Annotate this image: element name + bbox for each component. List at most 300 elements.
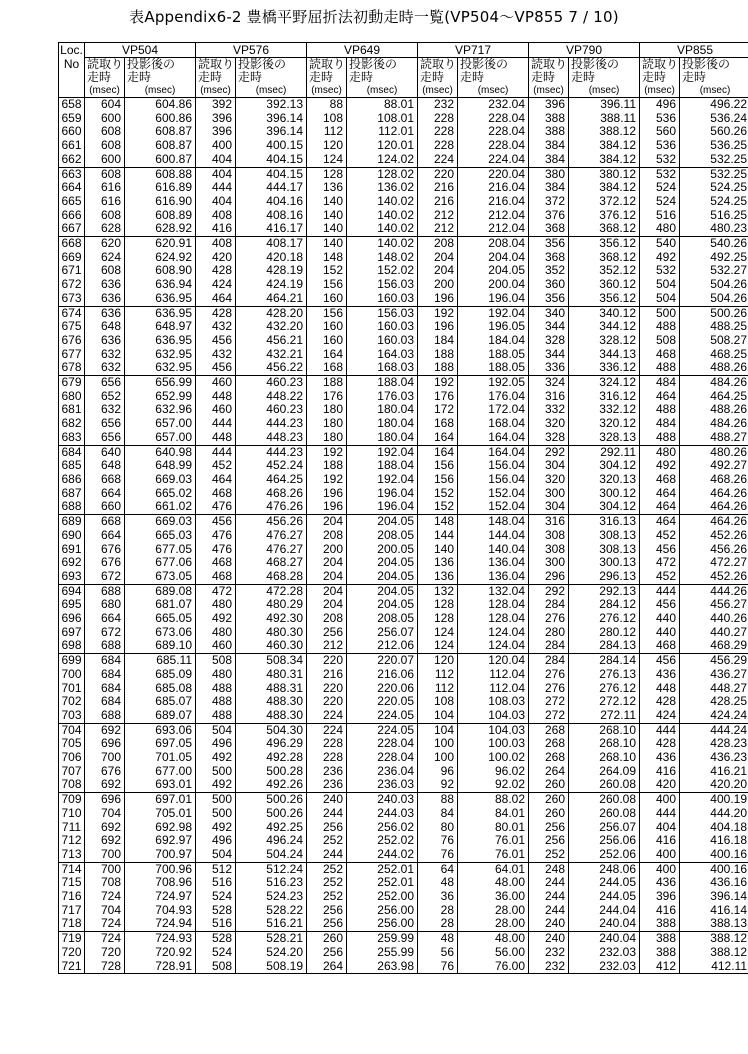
read-time-cell: 124 bbox=[307, 153, 347, 167]
read-time-cell: 624 bbox=[85, 251, 125, 265]
read-time-cell: 500 bbox=[196, 807, 236, 821]
projected-time-cell: 392.13 bbox=[236, 98, 307, 112]
projected-time-cell: 456.21 bbox=[236, 334, 307, 348]
projected-time-cell: 532.27 bbox=[680, 264, 748, 278]
table-row bbox=[59, 834, 748, 848]
loc-number: 663 bbox=[59, 167, 85, 181]
loc-number: 701 bbox=[59, 682, 85, 696]
projected-time-cell: 673.06 bbox=[125, 626, 196, 640]
projected-time-cell: 100.03 bbox=[458, 737, 529, 751]
read-time-header-line2: 走時 bbox=[196, 71, 236, 84]
read-time-cell: 444 bbox=[196, 445, 236, 459]
loc-number: 699 bbox=[59, 654, 85, 668]
read-time-cell: 456 bbox=[196, 334, 236, 348]
projected-time-cell: 400.16 bbox=[680, 862, 748, 876]
projected-time-cell: 104.03 bbox=[458, 709, 529, 723]
read-time-cell: 684 bbox=[85, 695, 125, 709]
read-time-cell: 416 bbox=[196, 222, 236, 236]
projected-time-cell: 192.04 bbox=[458, 306, 529, 320]
read-time-cell: 236 bbox=[307, 778, 347, 792]
table-row bbox=[59, 543, 748, 557]
read-time-cell: 704 bbox=[85, 807, 125, 821]
projected-time-cell: 704.93 bbox=[125, 904, 196, 918]
read-time-cell: 484 bbox=[640, 376, 680, 390]
loc-number: 702 bbox=[59, 695, 85, 709]
projected-time-cell: 208.05 bbox=[347, 529, 418, 543]
read-time-cell: 244 bbox=[529, 904, 569, 918]
read-time-cell: 244 bbox=[307, 807, 347, 821]
read-time-cell: 464 bbox=[196, 473, 236, 487]
read-time-cell: 540 bbox=[640, 237, 680, 251]
projected-time-cell: 608.87 bbox=[125, 139, 196, 153]
projected-time-cell: 657.00 bbox=[125, 431, 196, 445]
read-time-cell: 260 bbox=[529, 807, 569, 821]
table-row bbox=[59, 348, 748, 362]
projected-time-cell: 259.99 bbox=[347, 932, 418, 946]
read-time-cell: 500 bbox=[640, 306, 680, 320]
read-time-cell: 416 bbox=[640, 834, 680, 848]
read-time-cell: 724 bbox=[85, 890, 125, 904]
projected-time-cell: 28.00 bbox=[458, 904, 529, 918]
projected-time-cell: 268.10 bbox=[569, 751, 640, 765]
projected-time-cell: 88.02 bbox=[458, 793, 529, 807]
projected-time-cell: 496.29 bbox=[236, 737, 307, 751]
projected-time-cell: 600.86 bbox=[125, 112, 196, 126]
projected-time-cell: 204.05 bbox=[347, 515, 418, 529]
read-time-cell: 316 bbox=[529, 515, 569, 529]
projected-time-cell: 204.05 bbox=[347, 598, 418, 612]
table-row bbox=[59, 376, 748, 390]
read-time-cell: 204 bbox=[418, 251, 458, 265]
read-time-cell: 84 bbox=[418, 807, 458, 821]
projected-time-cell: 284.13 bbox=[569, 639, 640, 653]
projected-time-cell: 456.27 bbox=[680, 598, 748, 612]
read-time-cell: 152 bbox=[307, 264, 347, 278]
read-time-cell: 480 bbox=[640, 445, 680, 459]
read-time-cell: 128 bbox=[418, 598, 458, 612]
table-row bbox=[59, 737, 748, 751]
read-time-cell: 620 bbox=[85, 237, 125, 251]
table-row bbox=[59, 181, 748, 195]
projected-time-cell: 468.26 bbox=[680, 473, 748, 487]
projected-time-cell: 692.97 bbox=[125, 834, 196, 848]
table-row bbox=[59, 403, 748, 417]
read-time-cell: 400 bbox=[640, 793, 680, 807]
read-time-cell: 416 bbox=[640, 904, 680, 918]
projected-time-cell: 124.04 bbox=[458, 626, 529, 640]
read-time-cell: 192 bbox=[418, 306, 458, 320]
projected-time-cell: 304.12 bbox=[569, 459, 640, 473]
read-time-cell: 368 bbox=[529, 222, 569, 236]
read-time-cell: 496 bbox=[640, 98, 680, 112]
read-time-cell: 152 bbox=[418, 487, 458, 501]
read-time-cell: 268 bbox=[529, 737, 569, 751]
projected-time-cell: 452.24 bbox=[236, 459, 307, 473]
table-row bbox=[59, 222, 748, 236]
projected-time-cell: 504.26 bbox=[680, 292, 748, 306]
loc-number: 719 bbox=[59, 932, 85, 946]
loc-number: 678 bbox=[59, 361, 85, 375]
read-time-cell: 488 bbox=[640, 403, 680, 417]
projected-time-cell: 488.30 bbox=[236, 695, 307, 709]
read-time-cell: 256 bbox=[307, 946, 347, 960]
loc-number: 682 bbox=[59, 417, 85, 431]
table-row bbox=[59, 778, 748, 792]
loc-number: 669 bbox=[59, 251, 85, 265]
projected-time-cell: 652.99 bbox=[125, 390, 196, 404]
projected-time-cell: 404.15 bbox=[236, 167, 307, 181]
projected-time-cell: 636.95 bbox=[125, 334, 196, 348]
table-row bbox=[59, 793, 748, 807]
table-row bbox=[59, 639, 748, 653]
read-time-cell: 700 bbox=[85, 862, 125, 876]
projected-time-cell: 464.25 bbox=[680, 390, 748, 404]
projected-time-cell: 240.03 bbox=[347, 793, 418, 807]
projected-time-cell: 344.13 bbox=[569, 348, 640, 362]
read-time-cell: 692 bbox=[85, 778, 125, 792]
projected-time-cell: 196.04 bbox=[347, 500, 418, 514]
loc-header-blank bbox=[59, 71, 85, 84]
projected-time-cell: 352.12 bbox=[569, 264, 640, 278]
projected-time-cell: 104.03 bbox=[458, 723, 529, 737]
projected-time-cell: 404.15 bbox=[236, 153, 307, 167]
projected-time-cell: 468.26 bbox=[236, 487, 307, 501]
read-time-cell: 244 bbox=[529, 890, 569, 904]
projected-time-cell: 524.25 bbox=[680, 181, 748, 195]
read-time-cell: 296 bbox=[529, 570, 569, 584]
read-time-cell: 480 bbox=[196, 626, 236, 640]
projected-time-cell: 464.21 bbox=[236, 292, 307, 306]
read-time-cell: 368 bbox=[529, 251, 569, 265]
projected-time-cell: 416.21 bbox=[680, 765, 748, 779]
loc-number: 692 bbox=[59, 556, 85, 570]
read-time-cell: 404 bbox=[196, 153, 236, 167]
projected-time-cell: 661.02 bbox=[125, 500, 196, 514]
page-title: 表Appendix6-2 豊橋平野屈折法初動走時一覧(VP504～VP855 7 / 10) bbox=[129, 8, 619, 26]
loc-number: 721 bbox=[59, 960, 85, 974]
projected-time-cell: 292.11 bbox=[569, 445, 640, 459]
projected-time-cell: 316.12 bbox=[569, 390, 640, 404]
read-time-cell: 204 bbox=[418, 264, 458, 278]
projected-time-cell: 244.05 bbox=[569, 890, 640, 904]
read-time-cell: 412 bbox=[640, 960, 680, 974]
read-time-cell: 232 bbox=[418, 98, 458, 112]
read-time-cell: 400 bbox=[640, 848, 680, 862]
projected-time-cell: 80.01 bbox=[458, 821, 529, 835]
projected-time-cell: 608.90 bbox=[125, 264, 196, 278]
projected-time-cell: 428.19 bbox=[236, 264, 307, 278]
loc-number: 698 bbox=[59, 639, 85, 653]
projected-time-cell: 196.05 bbox=[458, 320, 529, 334]
projected-time-cell: 657.00 bbox=[125, 417, 196, 431]
projected-time-cell: 136.04 bbox=[458, 556, 529, 570]
read-time-cell: 504 bbox=[196, 723, 236, 737]
read-time-header-line2: 走時 bbox=[640, 71, 680, 84]
read-time-cell: 216 bbox=[418, 195, 458, 209]
projected-time-cell: 356.12 bbox=[569, 292, 640, 306]
read-time-cell: 304 bbox=[529, 459, 569, 473]
loc-number: 664 bbox=[59, 181, 85, 195]
read-time-cell: 616 bbox=[85, 181, 125, 195]
projected-time-cell: 300.12 bbox=[569, 487, 640, 501]
projected-time-header: 投影後の bbox=[347, 58, 418, 72]
projected-time-cell: 300.13 bbox=[569, 556, 640, 570]
projected-time-header: 投影後の bbox=[569, 58, 640, 72]
projected-time-cell: 240.04 bbox=[569, 917, 640, 931]
read-time-cell: 504 bbox=[640, 292, 680, 306]
read-time-cell: 512 bbox=[196, 862, 236, 876]
read-time-cell: 320 bbox=[529, 417, 569, 431]
read-time-cell: 308 bbox=[529, 529, 569, 543]
projected-time-cell: 256.07 bbox=[569, 821, 640, 835]
projected-time-cell: 156.03 bbox=[347, 306, 418, 320]
read-time-cell: 264 bbox=[307, 960, 347, 974]
projected-time-cell: 532.25 bbox=[680, 167, 748, 181]
read-time-cell: 528 bbox=[196, 904, 236, 918]
read-time-cell: 88 bbox=[418, 793, 458, 807]
read-time-cell: 124 bbox=[418, 639, 458, 653]
read-time-cell: 200 bbox=[418, 278, 458, 292]
projected-time-header: 投影後の bbox=[236, 58, 307, 72]
projected-time-cell: 276.12 bbox=[569, 682, 640, 696]
table-row bbox=[59, 751, 748, 765]
read-time-cell: 608 bbox=[85, 167, 125, 181]
projected-time-cell: 196.04 bbox=[458, 292, 529, 306]
loc-number: 691 bbox=[59, 543, 85, 557]
read-time-cell: 320 bbox=[529, 473, 569, 487]
read-time-cell: 388 bbox=[529, 112, 569, 126]
projected-time-cell: 204.05 bbox=[347, 556, 418, 570]
projected-time-cell: 252.01 bbox=[347, 876, 418, 890]
vp-header: VP576 bbox=[196, 43, 307, 58]
projected-time-cell: 204.05 bbox=[347, 584, 418, 598]
projected-time-cell: 464.26 bbox=[680, 515, 748, 529]
read-time-cell: 284 bbox=[529, 598, 569, 612]
table-row bbox=[59, 500, 748, 514]
projected-time-cell: 724.93 bbox=[125, 932, 196, 946]
projected-time-cell: 640.98 bbox=[125, 445, 196, 459]
vp-header: VP855 bbox=[640, 43, 748, 58]
projected-time-cell: 404.18 bbox=[680, 821, 748, 835]
projected-time-cell: 460.30 bbox=[236, 639, 307, 653]
projected-time-cell: 624.92 bbox=[125, 251, 196, 265]
read-time-cell: 172 bbox=[418, 403, 458, 417]
read-time-cell: 664 bbox=[85, 612, 125, 626]
read-time-cell: 392 bbox=[196, 98, 236, 112]
read-time-cell: 76 bbox=[418, 848, 458, 862]
read-time-cell: 224 bbox=[307, 709, 347, 723]
projected-time-cell: 400.15 bbox=[236, 139, 307, 153]
read-time-cell: 176 bbox=[418, 390, 458, 404]
read-time-cell: 668 bbox=[85, 515, 125, 529]
read-time-cell: 476 bbox=[196, 500, 236, 514]
read-time-cell: 536 bbox=[640, 139, 680, 153]
read-time-cell: 256 bbox=[529, 821, 569, 835]
read-time-cell: 180 bbox=[307, 417, 347, 431]
projected-time-cell: 492.27 bbox=[680, 459, 748, 473]
read-time-cell: 276 bbox=[529, 668, 569, 682]
projected-time-cell: 368.12 bbox=[569, 251, 640, 265]
projected-time-cell: 636.95 bbox=[125, 306, 196, 320]
projected-time-cell: 228.04 bbox=[347, 737, 418, 751]
read-time-cell: 464 bbox=[640, 390, 680, 404]
projected-time-cell: 256.06 bbox=[569, 834, 640, 848]
read-time-cell: 192 bbox=[418, 376, 458, 390]
read-time-cell: 240 bbox=[529, 917, 569, 931]
projected-time-cell: 188.04 bbox=[347, 459, 418, 473]
read-time-cell: 96 bbox=[418, 765, 458, 779]
read-time-cell: 468 bbox=[640, 348, 680, 362]
projected-time-cell: 284.12 bbox=[569, 598, 640, 612]
read-time-cell: 464 bbox=[640, 515, 680, 529]
projected-time-header-line2: 走時 bbox=[458, 71, 529, 84]
projected-time-cell: 448.22 bbox=[236, 390, 307, 404]
read-time-cell: 264 bbox=[529, 765, 569, 779]
read-time-cell: 376 bbox=[529, 209, 569, 223]
read-time-cell: 488 bbox=[640, 320, 680, 334]
loc-number: 685 bbox=[59, 459, 85, 473]
projected-time-cell: 276.12 bbox=[569, 612, 640, 626]
read-time-cell: 208 bbox=[418, 237, 458, 251]
read-time-cell: 196 bbox=[418, 292, 458, 306]
projected-time-cell: 484.26 bbox=[680, 376, 748, 390]
read-time-cell: 656 bbox=[85, 431, 125, 445]
projected-time-cell: 264.09 bbox=[569, 765, 640, 779]
projected-time-cell: 396.14 bbox=[680, 890, 748, 904]
read-time-cell: 204 bbox=[307, 570, 347, 584]
read-time-cell: 164 bbox=[307, 348, 347, 362]
travel-time-table bbox=[58, 42, 748, 974]
read-time-cell: 632 bbox=[85, 403, 125, 417]
read-time-cell: 336 bbox=[529, 361, 569, 375]
table-row bbox=[59, 98, 748, 112]
read-time-cell: 140 bbox=[307, 222, 347, 236]
read-time-cell: 228 bbox=[418, 125, 458, 139]
read-time-cell: 108 bbox=[418, 695, 458, 709]
read-time-header-line2: 走時 bbox=[418, 71, 458, 84]
read-time-cell: 428 bbox=[196, 306, 236, 320]
read-time-cell: 516 bbox=[640, 209, 680, 223]
read-time-cell: 188 bbox=[418, 348, 458, 362]
read-time-cell: 204 bbox=[307, 584, 347, 598]
read-time-cell: 456 bbox=[640, 654, 680, 668]
unit-label: (msec) bbox=[640, 84, 680, 98]
unit-label: (msec) bbox=[125, 84, 196, 98]
projected-time-cell: 504.30 bbox=[236, 723, 307, 737]
read-time-cell: 256 bbox=[307, 821, 347, 835]
table-row bbox=[59, 417, 748, 431]
projected-time-cell: 212.04 bbox=[458, 209, 529, 223]
read-time-cell: 332 bbox=[529, 403, 569, 417]
projected-time-cell: 456.22 bbox=[236, 361, 307, 375]
projected-time-cell: 616.89 bbox=[125, 181, 196, 195]
table-row bbox=[59, 278, 748, 292]
projected-time-cell: 444.26 bbox=[680, 584, 748, 598]
read-time-cell: 120 bbox=[418, 654, 458, 668]
unit-label: (msec) bbox=[347, 84, 418, 98]
projected-time-cell: 56.00 bbox=[458, 946, 529, 960]
projected-time-cell: 224.05 bbox=[347, 709, 418, 723]
read-time-cell: 132 bbox=[418, 584, 458, 598]
read-time-cell: 480 bbox=[196, 668, 236, 682]
read-time-cell: 128 bbox=[418, 612, 458, 626]
table-row bbox=[59, 570, 748, 584]
projected-time-header-line2: 走時 bbox=[236, 71, 307, 84]
read-time-cell: 252 bbox=[307, 834, 347, 848]
read-time-cell: 692 bbox=[85, 723, 125, 737]
projected-time-header: 投影後の bbox=[125, 58, 196, 72]
projected-time-cell: 508.27 bbox=[680, 334, 748, 348]
read-time-cell: 488 bbox=[640, 361, 680, 375]
projected-time-cell: 144.04 bbox=[458, 529, 529, 543]
projected-time-header-line2: 走時 bbox=[680, 71, 748, 84]
projected-time-cell: 604.86 bbox=[125, 98, 196, 112]
read-time-cell: 608 bbox=[85, 209, 125, 223]
read-time-cell: 608 bbox=[85, 264, 125, 278]
loc-number: 693 bbox=[59, 570, 85, 584]
read-time-cell: 668 bbox=[85, 473, 125, 487]
loc-number: 713 bbox=[59, 848, 85, 862]
read-time-cell: 464 bbox=[196, 292, 236, 306]
loc-number: 697 bbox=[59, 626, 85, 640]
loc-number: 690 bbox=[59, 529, 85, 543]
read-time-header: 読取り bbox=[196, 58, 236, 72]
projected-time-cell: 228.04 bbox=[458, 112, 529, 126]
projected-time-cell: 408.17 bbox=[236, 237, 307, 251]
read-time-cell: 508 bbox=[196, 654, 236, 668]
projected-time-cell: 669.03 bbox=[125, 515, 196, 529]
projected-time-cell: 156.03 bbox=[347, 278, 418, 292]
read-time-cell: 164 bbox=[418, 431, 458, 445]
projected-time-cell: 200.04 bbox=[458, 278, 529, 292]
read-time-cell: 436 bbox=[640, 751, 680, 765]
read-time-cell: 452 bbox=[640, 570, 680, 584]
projected-time-cell: 444.23 bbox=[236, 417, 307, 431]
table-row bbox=[59, 292, 748, 306]
projected-time-cell: 404.16 bbox=[236, 195, 307, 209]
read-time-cell: 468 bbox=[196, 556, 236, 570]
projected-time-cell: 616.90 bbox=[125, 195, 196, 209]
read-time-cell: 444 bbox=[640, 584, 680, 598]
read-time-cell: 528 bbox=[196, 932, 236, 946]
read-time-cell: 56 bbox=[418, 946, 458, 960]
projected-time-cell: 192.04 bbox=[347, 445, 418, 459]
loc-number: 696 bbox=[59, 612, 85, 626]
projected-time-cell: 176.04 bbox=[458, 390, 529, 404]
read-time-cell: 224 bbox=[418, 153, 458, 167]
projected-time-cell: 228.04 bbox=[458, 139, 529, 153]
table-row bbox=[59, 723, 748, 737]
projected-time-header-line2: 走時 bbox=[347, 71, 418, 84]
projected-time-cell: 188.04 bbox=[347, 376, 418, 390]
read-time-cell: 456 bbox=[640, 598, 680, 612]
projected-time-cell: 685.11 bbox=[125, 654, 196, 668]
table-row bbox=[59, 862, 748, 876]
read-time-cell: 396 bbox=[640, 890, 680, 904]
read-time-cell: 456 bbox=[640, 543, 680, 557]
table-row bbox=[59, 487, 748, 501]
projected-time-cell: 136.04 bbox=[458, 570, 529, 584]
table-row bbox=[59, 445, 748, 459]
projected-time-cell: 292.13 bbox=[569, 584, 640, 598]
read-time-cell: 260 bbox=[307, 932, 347, 946]
read-time-cell: 124 bbox=[418, 626, 458, 640]
read-time-cell: 228 bbox=[307, 751, 347, 765]
read-time-cell: 460 bbox=[196, 376, 236, 390]
projected-time-cell: 204.04 bbox=[458, 251, 529, 265]
projected-time-cell: 432.21 bbox=[236, 348, 307, 362]
projected-time-cell: 168.03 bbox=[347, 361, 418, 375]
